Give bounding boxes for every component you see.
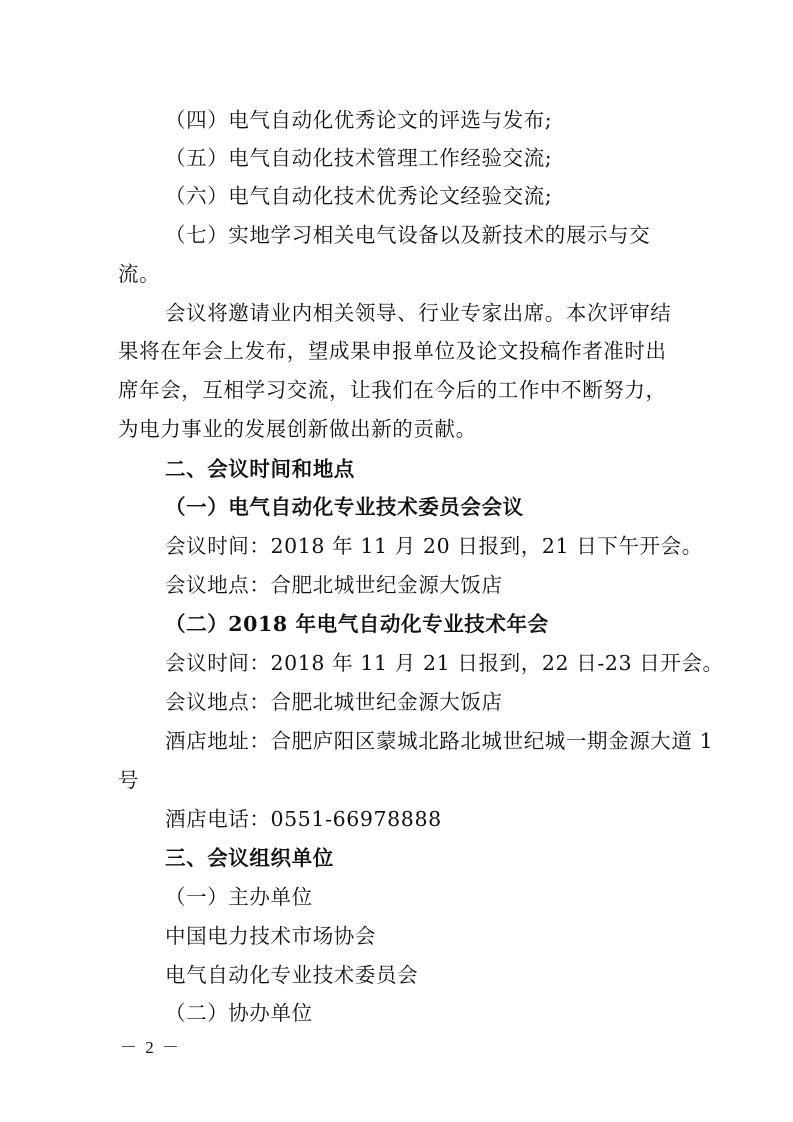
subsection-title-annual-meeting: （二）2018 年电气自动化专业技术年会: [165, 612, 549, 636]
page-number: － 2 －: [120, 1038, 181, 1057]
annual-meeting-time: 会议时间：2018 年 11 月 21 日报到，22 日-23 日开会。: [165, 651, 724, 675]
host-organization: 电气自动化专业技术委员会: [165, 963, 419, 987]
subsection-title-committee-meeting: （一）电气自动化专业技术委员会会议: [165, 495, 524, 519]
list-item-six: （六）电气自动化技术优秀论文经验交流;: [165, 184, 553, 208]
paragraph-line: 席年会，互相学习交流，让我们在今后的工作中不断努力，: [118, 378, 667, 402]
list-item-four: （四）电气自动化优秀论文的评选与发布;: [165, 108, 553, 132]
cohost-title: （二）协办单位: [165, 1001, 313, 1025]
host-title: （一）主办单位: [165, 885, 313, 909]
list-item-seven: （七）实地学习相关电气设备以及新技术的展示与交: [165, 223, 651, 247]
paragraph-line: 会议将邀请业内相关领导、行业专家出席。本次评审结: [165, 301, 672, 325]
annual-meeting-place: 会议地点：合肥北城世纪金源大饭店: [165, 690, 503, 714]
meeting-place: 会议地点：合肥北城世纪金源大饭店: [165, 573, 503, 597]
section-heading-time-place: 二、会议时间和地点: [165, 457, 355, 481]
paragraph-line: 果将在年会上发布，望成果申报单位及论文投稿作者准时出: [118, 339, 667, 363]
hotel-phone: 酒店电话：0551-66978888: [165, 807, 442, 831]
meeting-time: 会议时间：2018 年 11 月 20 日报到，21 日下午开会。: [165, 534, 703, 558]
list-item-five: （五）电气自动化技术管理工作经验交流;: [165, 146, 553, 170]
hotel-address-continuation: 号: [118, 768, 140, 792]
list-item-seven-continuation: 流。: [118, 262, 161, 286]
hotel-address: 酒店地址：合肥庐阳区蒙城北路北城世纪城一期金源大道 1: [165, 729, 714, 753]
paragraph-line: 为电力事业的发展创新做出新的贡献。: [118, 417, 477, 441]
host-organization: 中国电力技术市场协会: [165, 924, 376, 948]
section-heading-organizers: 三、会议组织单位: [165, 846, 334, 870]
